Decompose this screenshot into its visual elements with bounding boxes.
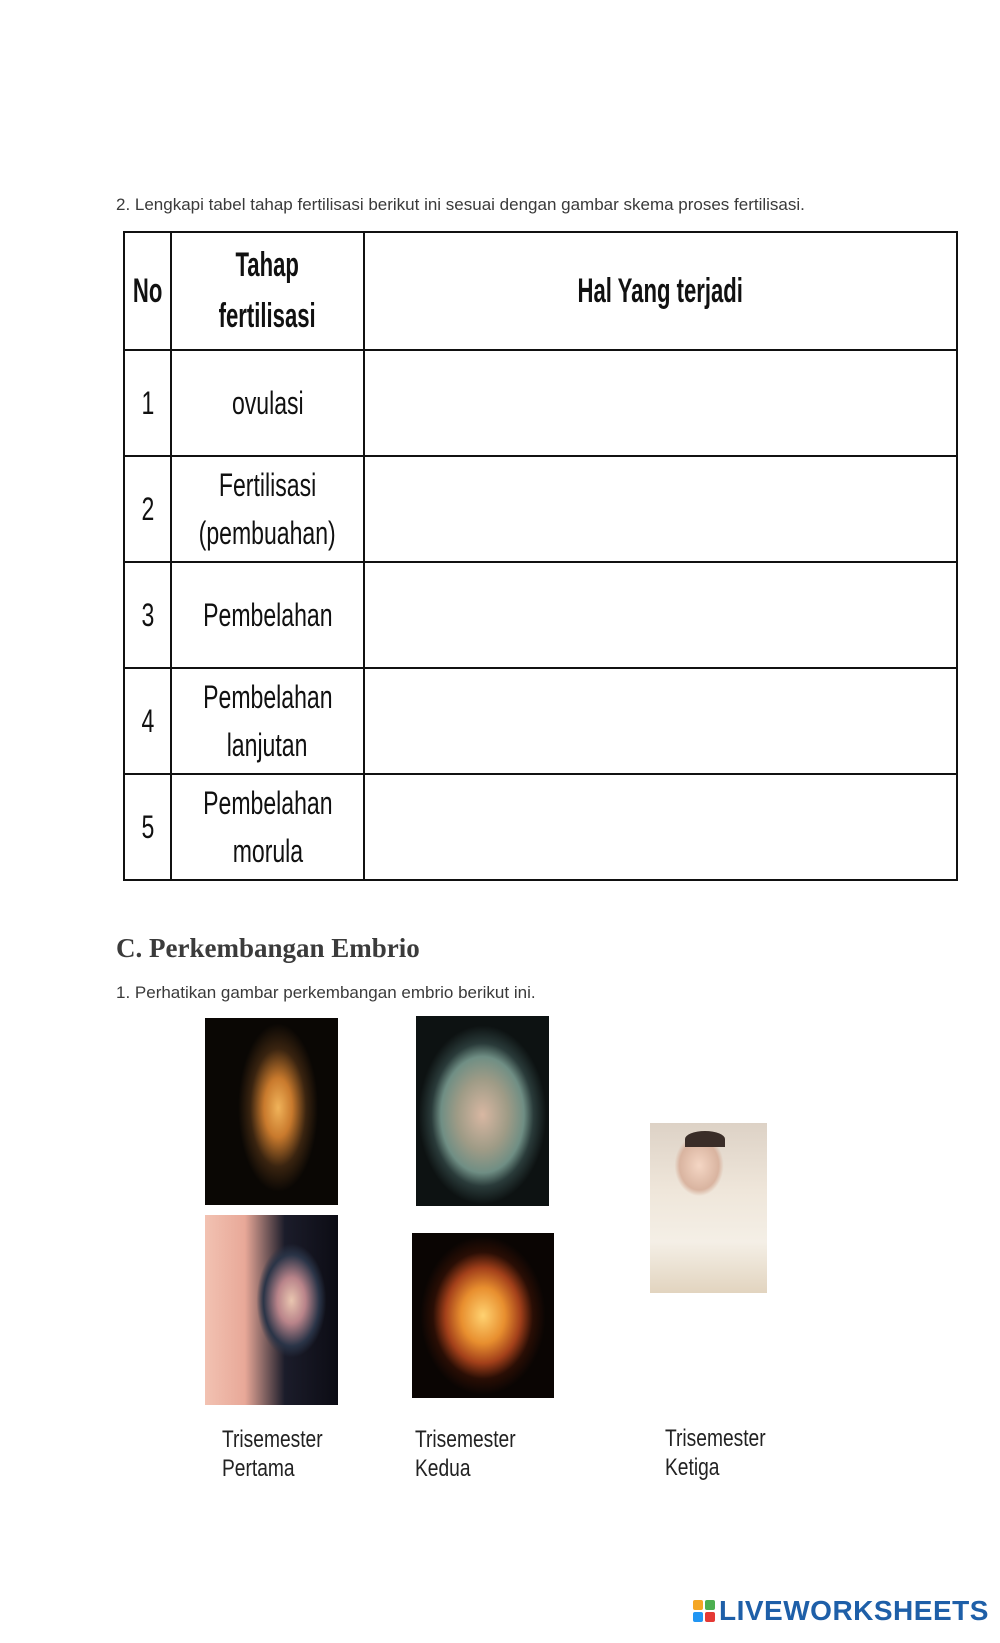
row-stage: Pembelahan <box>171 562 363 668</box>
table-row <box>124 456 957 562</box>
row-number: 5 <box>124 774 171 880</box>
liveworksheets-logo[interactable] <box>693 1595 989 1627</box>
section-title: C. Perkembangan Embrio <box>116 933 420 963</box>
trimester-label-first: Trisemester Pertama <box>222 1426 323 1482</box>
table-row <box>124 668 957 774</box>
answer-cell[interactable] <box>364 562 957 668</box>
row-stage: Pembelahan morula <box>171 774 363 880</box>
row-stage: Pembelahan lanjutan <box>171 668 363 774</box>
embryo-photo-placenta <box>205 1215 338 1405</box>
row-number: 3 <box>124 562 171 668</box>
fetus-photo-late <box>412 1233 554 1398</box>
header-stage: Tahap fertilisasi <box>171 232 363 350</box>
answer-cell[interactable] <box>364 456 957 562</box>
row-number: 4 <box>124 668 171 774</box>
trimester-label-second: Trisemester Kedua <box>415 1426 516 1482</box>
embryo-photo-early <box>205 1018 338 1205</box>
header-what-happens: Hal Yang terjadi <box>364 232 957 350</box>
row-number: 1 <box>124 350 171 456</box>
answer-cell[interactable] <box>364 668 957 774</box>
row-number: 2 <box>124 456 171 562</box>
table-instruction: 2. Lengkapi tabel tahap fertilisasi berikut ini sesuai dengan gambar skema proses fertilisasi. <box>116 195 805 214</box>
row-stage: Fertilisasi (pembuahan) <box>171 456 363 562</box>
fetus-photo-amniotic-sac <box>416 1016 549 1206</box>
table-row <box>124 562 957 668</box>
table-row <box>124 774 957 880</box>
row-stage: ovulasi <box>171 350 363 456</box>
header-no: No <box>124 232 171 350</box>
answer-cell[interactable] <box>364 774 957 880</box>
trimester-label-third: Trisemester Ketiga <box>665 1425 766 1481</box>
answer-cell[interactable] <box>364 350 957 456</box>
table-header-row <box>124 232 957 350</box>
newborn-baby-photo <box>650 1123 767 1293</box>
liveworksheets-grid-icon <box>693 1600 715 1622</box>
brand-text: LIVEWORKSHEETS <box>719 1595 989 1626</box>
embryo-instruction: 1. Perhatikan gambar perkembangan embrio berikut ini. <box>116 983 536 1002</box>
table-row <box>124 350 957 456</box>
fertilization-table <box>123 231 958 881</box>
